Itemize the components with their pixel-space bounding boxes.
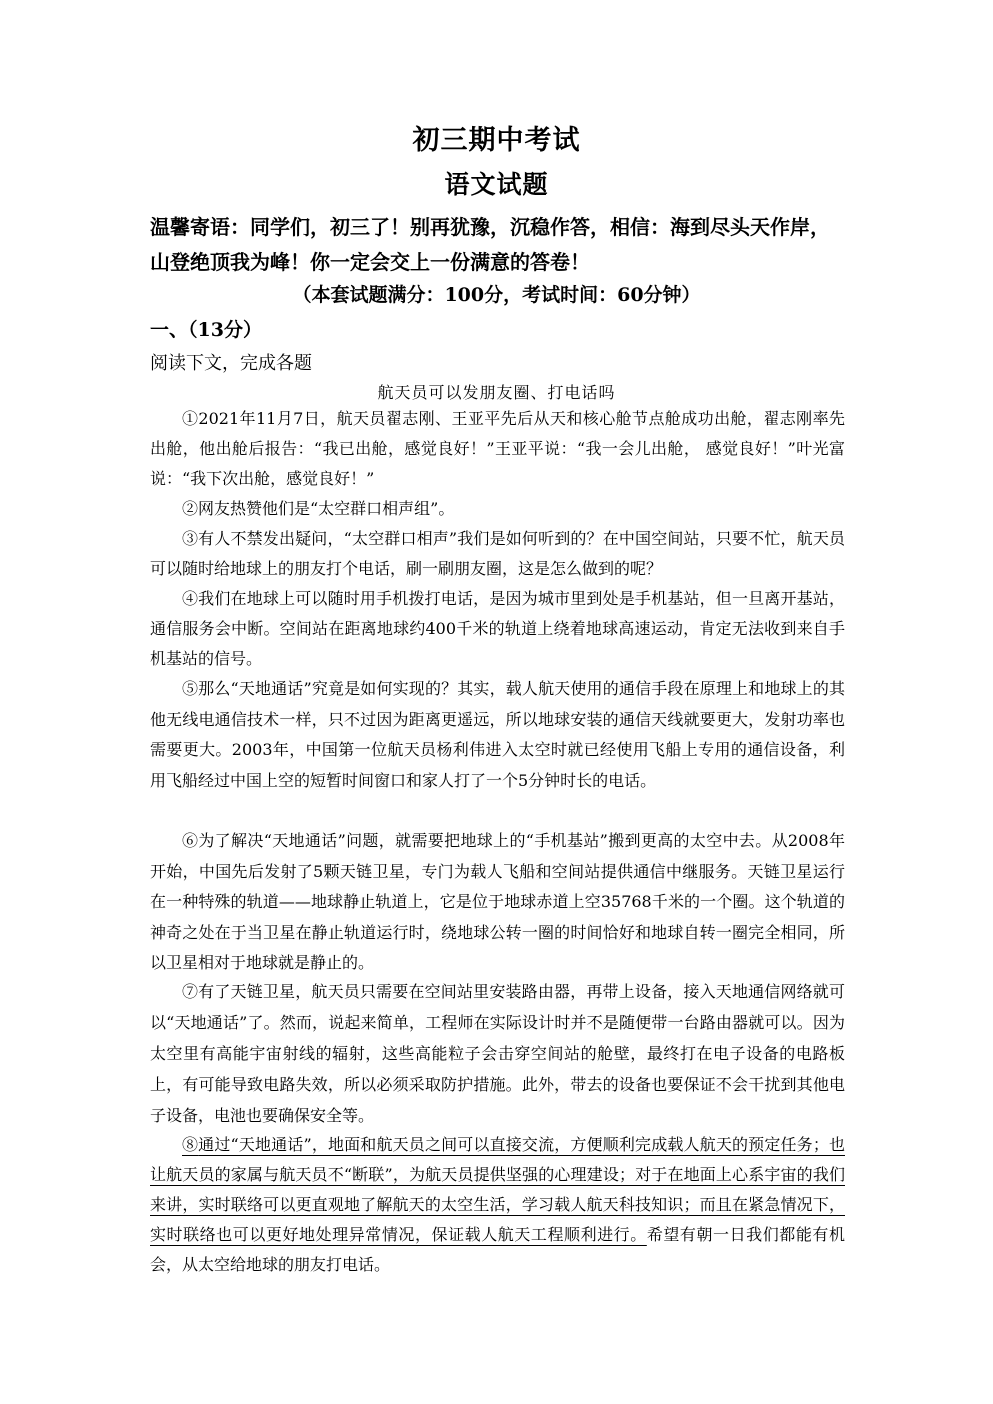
article-paragraph-1: ①2021年11月7日，航天员翟志刚、王亚平先后从天和核心舱节点舱成功出舱，翟志刚率先出舱，他出舱后报告：“我已出舱，感觉良好！”王亚平说：“我一会儿出舱， 感觉良好！”叶光富说：“我下次出舱，感觉良好！”	[150, 409, 845, 488]
exam-title: 初三期中考试	[412, 125, 581, 156]
greeting-message	[150, 210, 850, 280]
score-time-note: （本套试题满分：100分，考试时间：60分钟）	[292, 284, 701, 306]
article-paragraph-8	[150, 1130, 845, 1280]
paragraph-8-closing-text: 希望有朝一日我们都能有机会，从太空给地球的朋友打电话。	[150, 1225, 845, 1274]
article-paragraph-3: ③有人不禁发出疑问，“太空群口相声”我们是如何听到的？在中国空间站，只要不忙，航天员可以随时给地球上的朋友打个电话，刷一刷朋友圈，这是怎么做到的呢？	[150, 529, 845, 578]
article-paragraph-4: ④我们在地球上可以随时用手机拨打电话，是因为城市里到处是手机基站，但一旦离开基站，通信服务会中断。空间站在距离地球约400千米的轨道上绕着地球高速运动，肯定无法收到来自手机基站的信号。	[150, 589, 845, 668]
paragraph-8-number: ⑧	[182, 1135, 199, 1154]
article-title: 航天员可以发朋友圈、打电话吗	[377, 383, 616, 402]
article-paragraph-7: ⑦有了天链卫星，航天员只需要在空间站里安装路由器，再带上设备，接入天地通信网络就可以“天地通话”了。然而，说起来简单，工程师在实际设计时并不是随便带一台路由器就可以。因为太空里有高能宇宙射线的辐射，这些高能粒子会击穿空间站的舱壁，最终打在电子设备的电路板上，有可能导致电路失效，所以必须采取防护措施。此外，带去的设备也要保证不会干扰到其他电子设备，电池也要确保安全等。	[150, 982, 845, 1125]
greeting-line-2: 山登绝顶我为峰！你一定会交上一份满意的答卷！	[150, 250, 590, 274]
section-instruction: 阅读下文，完成各题	[150, 353, 312, 374]
exam-subject-title: 语文试题	[444, 170, 549, 199]
section-heading: 一、（13分）	[150, 319, 262, 341]
paragraph-8-underlined-text: 通过“天地通话”，地面和航天员之间可以直接交流，方便顺利完成载人航天的预定任务；也让航天员的家属与航天员不“断联”，为航天员提供坚强的心理建设；对于在地面上心系宇宙的我们来讲，实时联络可以更直观地了解航天的太空生活，学习载人航天科技知识；而且在紧急情况下，实时联络也可以更好地处理异常情况，保证载人航天工程顺利进行。	[150, 1135, 845, 1244]
greeting-line-1: 温馨寄语：同学们，初三了！别再犹豫，沉稳作答，相信：海到尽头天作岸，	[150, 215, 830, 239]
article-paragraph-2: ②网友热赞他们是“太空群口相声组”。	[182, 499, 455, 518]
article-paragraph-6: ⑥为了解决“天地通话”问题，就需要把地球上的“手机基站”搬到更高的太空中去。从2008年开始，中国先后发射了5颗天链卫星，专门为载人飞船和空间站提供通信中继服务。天链卫星运行在一种特殊的轨道——地球静止轨道上，它是位于地球赤道上空35768千米的一个圈。这个轨道的神奇之处在于当卫星在静止轨道运行时，绕地球公转一圈的时间恰好和地球自转一圈完全相同，所以卫星相对于地球就是静止的。	[150, 831, 845, 972]
article-paragraph-5: ⑤那么“天地通话”究竟是如何实现的？其实，载人航天使用的通信手段在原理上和地球上的其他无线电通信技术一样，只不过因为距离更遥远，所以地球安装的通信天线就要更大，发射功率也需要更大。2003年，中国第一位航天员杨利伟进入太空时就已经使用飞船上专用的通信设备，利用飞船经过中国上空的短暂时间窗口和家人打了一个5分钟时长的电话。	[150, 679, 845, 790]
